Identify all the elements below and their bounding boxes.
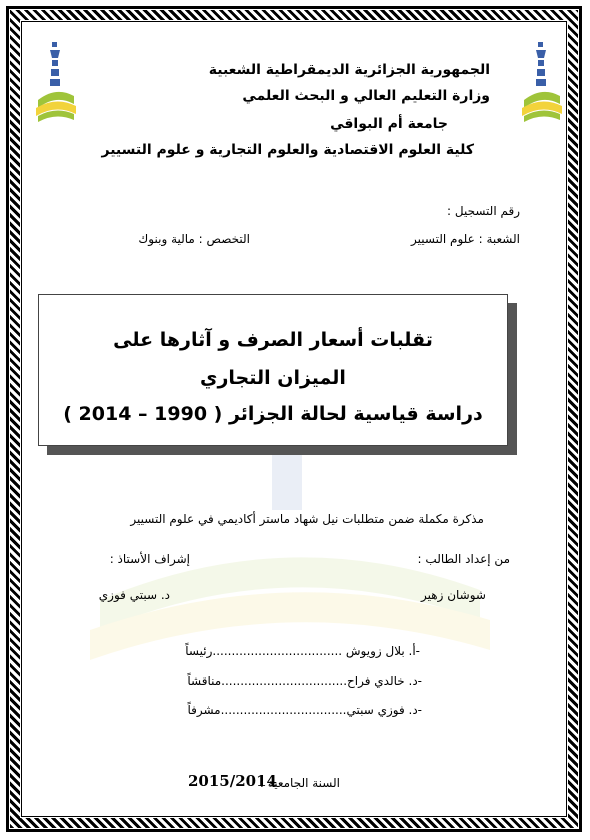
academic-year-label: السنة الجامعية : — [259, 776, 340, 790]
thesis-title-line-2: الميزان التجاري — [200, 367, 346, 389]
jury-member-president: -أ. بلال زويوش ..................................رئيساً — [185, 644, 420, 658]
supervised-by-label: إشراف الأستاذ : — [109, 552, 190, 566]
university-logo-left — [34, 38, 78, 130]
academic-year-value: 2015/2014 — [188, 772, 277, 790]
student-name: شوشان زهير — [421, 588, 486, 602]
thesis-title-box — [38, 294, 508, 446]
faculty-name: كلية العلوم الاقتصادية والعلوم التجارية و علوم التسيير — [101, 142, 474, 158]
branch-label: الشعبة : علوم التسيير — [411, 232, 520, 246]
thesis-subtitle: دراسة قياسية لحالة الجزائر ( 1990 – 2014 ) — [63, 403, 483, 425]
thesis-requirement-note: مذكرة مكملة ضمن متطلبات نيل شهاد ماستر أكاديمي في علوم التسيير — [130, 512, 484, 526]
registration-number-label: رقم التسجيل : — [447, 204, 520, 218]
jury-member-examiner: -د. خالدي فراح.................................مناقشاً — [187, 674, 422, 688]
university-name: جامعة أم البواقي — [330, 116, 448, 132]
republic-name: الجمهورية الجزائرية الديمقراطية الشعبية — [208, 62, 490, 78]
thesis-title-line-1: تقلبات أسعار الصرف و آثارها على — [113, 329, 433, 351]
supervisor-name: د. سبتي فوزي — [98, 588, 170, 602]
jury-member-supervisor: -د. فوزي سبتي.................................مشرفاً — [187, 703, 422, 717]
ministry-name: وزارة التعليم العالي و البحث العلمي — [242, 88, 490, 104]
university-logo-right — [520, 38, 564, 130]
specialty-label: التخصص : مالية وبنوك — [138, 232, 250, 246]
prepared-by-label: من إعداد الطالب : — [417, 552, 510, 566]
